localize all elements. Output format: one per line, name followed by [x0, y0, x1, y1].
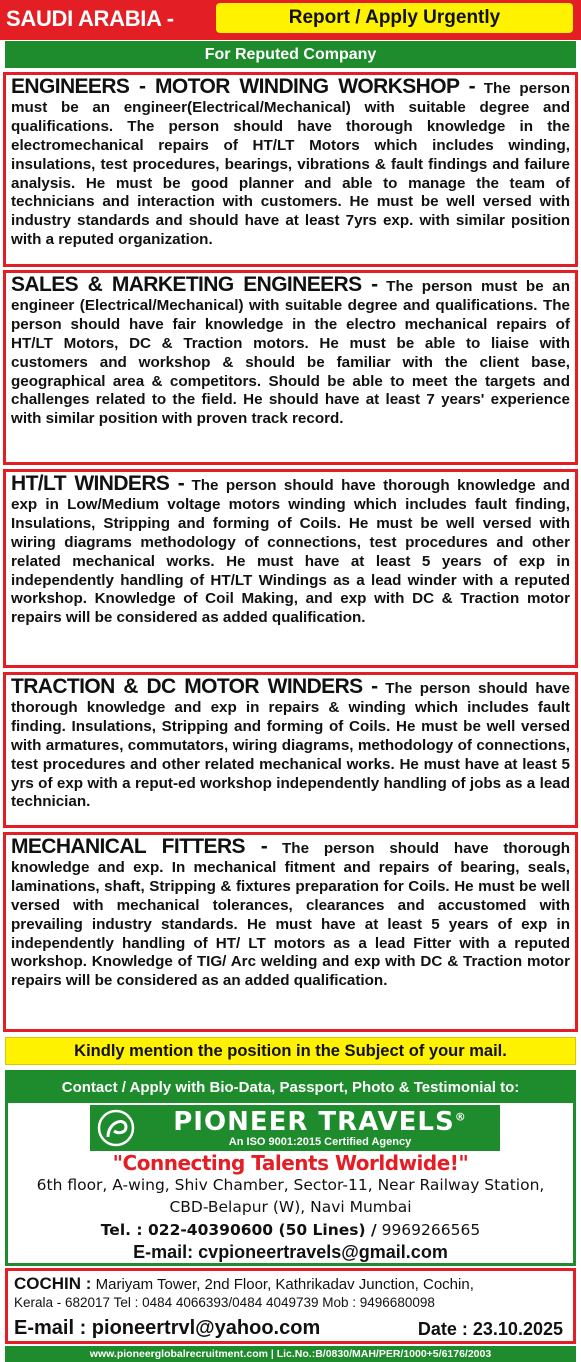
address-line-2: CBD-Belapur (W), Navi Mumbai	[169, 1198, 412, 1216]
reputed-company-bar: For Reputed Company	[5, 41, 576, 68]
job-section-sales	[3, 270, 578, 465]
subject-notice: Kindly mention the position in the Subject of your mail.	[5, 1037, 576, 1065]
ad-date: Date : 23.10.2025	[417, 1319, 563, 1339]
job-title: HT/LT WINDERS -	[11, 472, 185, 495]
brand-logo-band	[90, 1105, 500, 1151]
job-section-traction-winders	[3, 672, 578, 828]
job-title: ENGINEERS - MOTOR WINDING WORKSHOP -	[11, 75, 476, 98]
cochin-label: COCHIN :	[14, 1274, 92, 1293]
footer-website-license[interactable]: www.pioneerglobalrecruitment.com | Lic.No.:B/0830/MAH/PER/1000+5/6176/2003	[5, 1346, 576, 1362]
iso-certification: An ISO 9001:2015 Certified Agency	[228, 1136, 412, 1148]
cochin-contact-line: Kerala - 682017 Tel : 0484 4066393/0484 4049739 Mob : 9496680098	[14, 1295, 435, 1310]
email-mumbai[interactable]: E-mail: cvpioneertravels@gmail.com	[133, 1242, 448, 1262]
cochin-office-box	[5, 1268, 576, 1344]
telephone-number: Tel. : 022-40390600 (50 Lines) /	[100, 1221, 377, 1239]
address-line-1: 6th floor, A-wing, Shiv Chamber, Sector-11, Near Railway Station,	[36, 1176, 545, 1194]
job-description: The person must be an engineer (Electrical/Mechanical) with suitable degree and qualifications. The person should have fair knowledge in the electro mechanical repairs of HT/LT Motors, DC & Traction motors. He must be able to liaise with customers and workshop & should be familiar with the client base, geographical area & competitors. Should be able to meet the targets and challenges related to the field. He should have at least 7 years' experience with similar position with proven track record.	[11, 278, 570, 428]
job-section-mechanical-fitters	[3, 832, 578, 1032]
header-banner	[0, 0, 581, 40]
cochin-address	[14, 1274, 474, 1294]
contact-box	[5, 1070, 576, 1266]
job-section-engineers	[3, 72, 578, 267]
telephone	[8, 1221, 573, 1239]
job-description: The person must be an engineer(Electrical/Mechanical) with suitable degree and qualifications. The person should have thorough knowledge in the electromechanical repairs of HT/LT Motors which includes winding, insulations, test procedures, bearings, vibrations & fault findings and failure analysis. He must be good planner and able to manage the team of technicians and interaction with customers. He must be well versed with industry standards and should have at least 7yrs exp. with similar position with a reputed organization.	[11, 80, 570, 249]
job-section-ht-lt-winders	[3, 469, 578, 668]
job-description: The person should have thorough knowledge and exp. In mechanical fitment and repairs of bearing, seals, laminations, shaft, Stripping & fixtures preparation for Coils. He must be well versed with mechanical tolerances, clearances and accustomed with prevailing industry standards. He must have at least 5 years of exp in independently handling of HT/ LT motors as a lead Fitter with a reputed workshop. Knowledge of TIG/ Arc welding and exp with DC & Traction motor repairs will be considered as an added qualification.	[11, 840, 570, 990]
tagline: "Connecting Talents Worldwide!"	[112, 1151, 469, 1175]
job-description: The person should have thorough knowledge and exp in repairs & winding which includes fault finding. Insulations, Stripping and forming of Coils. He must be well versed with armatures, commutators, wiring diagrams, methodology of connections, test procedures and other related mechanical works. He must have at least 5 yrs of exp with a reput-ed workshop independently handling of jobs as a lead technician.	[11, 680, 570, 811]
job-description: The person should have thorough knowledge and exp in Low/Medium voltage motors winding which includes fault finding, Insulations, Stripping and forming of Coils. He must be well versed with wiring diagrams methodology of connections, test procedures and other related mechanical works. He must have at least 5 years of exp in independently handling of HT/LT Windings as a lead winder with a reputed workshop. Knowledge of Coil Making, and exp with DC & Traction motor repairs will be considered as added qualification.	[11, 477, 570, 627]
email-cochin[interactable]: E-mail : pioneertrvl@yahoo.com	[14, 1317, 321, 1339]
mobile-number[interactable]: 9969266565	[381, 1221, 481, 1239]
job-title: TRACTION & DC MOTOR WINDERS -	[11, 675, 378, 698]
contact-heading: Contact / Apply with Bio-Data, Passport, Photo & Testimonial to:	[8, 1073, 573, 1103]
pioneer-logo-icon	[96, 1109, 136, 1147]
brand-name: PIONEER TRAVELS®	[173, 1107, 467, 1137]
job-title: SALES & MARKETING ENGINEERS -	[11, 273, 378, 296]
country-title: SAUDI ARABIA -	[6, 6, 174, 31]
job-title: MECHANICAL FITTERS -	[11, 835, 268, 858]
cochin-address-text: Mariyam Tower, 2nd Floor, Kathrikadav Junction, Cochin,	[95, 1276, 474, 1293]
apply-urgently-banner: Report / Apply Urgently	[216, 3, 573, 33]
